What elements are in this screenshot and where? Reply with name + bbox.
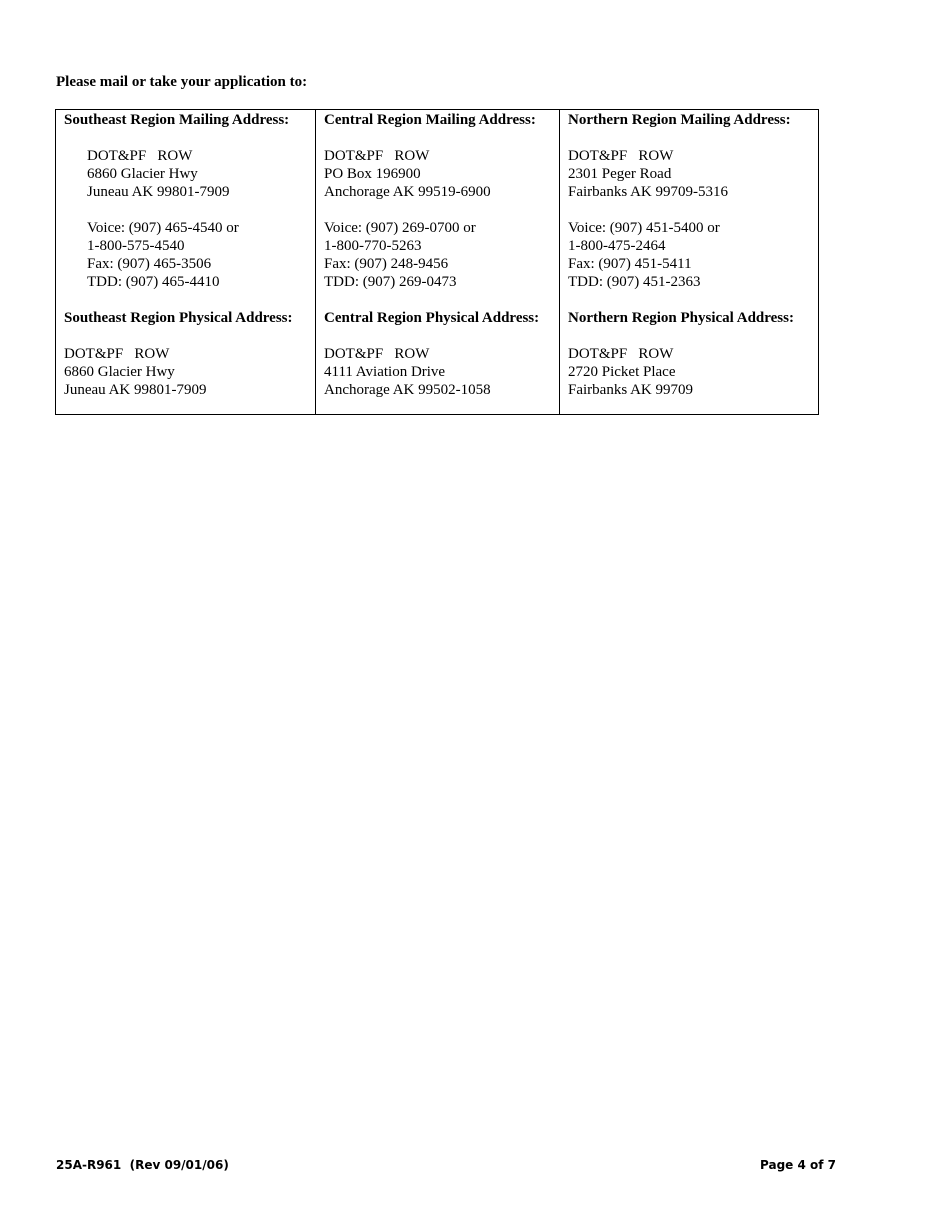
southeast-physical-address bbox=[64, 345, 315, 399]
contact-line: 1-800-770-5263 bbox=[324, 238, 422, 254]
contact-line: Fax: (907) 451-5411 bbox=[568, 256, 692, 272]
southeast-contact-info bbox=[64, 219, 315, 291]
address-line: Juneau AK 99801-7909 bbox=[64, 382, 207, 398]
northern-physical-header: Northern Region Physical Address: bbox=[568, 310, 794, 326]
central-contact-info bbox=[324, 219, 559, 291]
contact-line: Fax: (907) 248-9456 bbox=[324, 256, 449, 272]
address-line: Anchorage AK 99519-6900 bbox=[324, 184, 491, 200]
address-line: PO Box 196900 bbox=[324, 166, 421, 182]
address-line: 2301 Peger Road bbox=[568, 166, 672, 182]
southeast-mailing-header: Southeast Region Mailing Address: bbox=[64, 112, 290, 128]
address-line: Juneau AK 99801-7909 bbox=[87, 184, 230, 200]
southeast-mailing-address bbox=[64, 147, 315, 201]
address-line: DOT&PF ROW bbox=[324, 346, 430, 362]
address-table bbox=[55, 109, 819, 415]
contact-line: Voice: (907) 269-0700 or bbox=[324, 220, 476, 236]
contact-line: TDD: (907) 451-2363 bbox=[568, 274, 701, 290]
southeast-physical-header: Southeast Region Physical Address: bbox=[64, 310, 293, 326]
contact-line: TDD: (907) 269-0473 bbox=[324, 274, 457, 290]
contact-line: TDD: (907) 465-4410 bbox=[87, 274, 220, 290]
central-mailing-header: Central Region Mailing Address: bbox=[324, 112, 536, 128]
page-number: Page 4 of 7 bbox=[760, 1158, 836, 1172]
address-line: 2720 Picket Place bbox=[568, 364, 676, 380]
form-revision-id: 25A-R961 (Rev 09/01/06) bbox=[56, 1158, 229, 1172]
instructions-heading: Please mail or take your application to: bbox=[56, 74, 308, 90]
northern-contact-info bbox=[568, 219, 818, 291]
address-line: DOT&PF ROW bbox=[324, 148, 430, 164]
address-line: Fairbanks AK 99709-5316 bbox=[568, 184, 728, 200]
central-physical-address bbox=[324, 345, 559, 399]
central-region-column bbox=[315, 110, 559, 414]
address-line: DOT&PF ROW bbox=[568, 148, 674, 164]
address-line: Anchorage AK 99502-1058 bbox=[324, 382, 491, 398]
address-line: Fairbanks AK 99709 bbox=[568, 382, 693, 398]
northern-mailing-header: Northern Region Mailing Address: bbox=[568, 112, 791, 128]
contact-line: 1-800-475-2464 bbox=[568, 238, 666, 254]
address-line: 6860 Glacier Hwy bbox=[64, 364, 175, 380]
northern-region-column bbox=[559, 110, 818, 414]
central-physical-header: Central Region Physical Address: bbox=[324, 310, 540, 326]
address-line: DOT&PF ROW bbox=[64, 346, 170, 362]
contact-line: Voice: (907) 451-5400 or bbox=[568, 220, 720, 236]
contact-line: 1-800-575-4540 bbox=[87, 238, 185, 254]
address-line: DOT&PF ROW bbox=[87, 148, 193, 164]
address-line: DOT&PF ROW bbox=[568, 346, 674, 362]
southeast-region-column bbox=[56, 110, 315, 414]
address-line: 4111 Aviation Drive bbox=[324, 364, 446, 380]
address-line: 6860 Glacier Hwy bbox=[87, 166, 198, 182]
contact-line: Voice: (907) 465-4540 or bbox=[87, 220, 239, 236]
northern-mailing-address bbox=[568, 147, 818, 201]
central-mailing-address bbox=[324, 147, 559, 201]
northern-physical-address bbox=[568, 345, 818, 399]
contact-line: Fax: (907) 465-3506 bbox=[87, 256, 212, 272]
